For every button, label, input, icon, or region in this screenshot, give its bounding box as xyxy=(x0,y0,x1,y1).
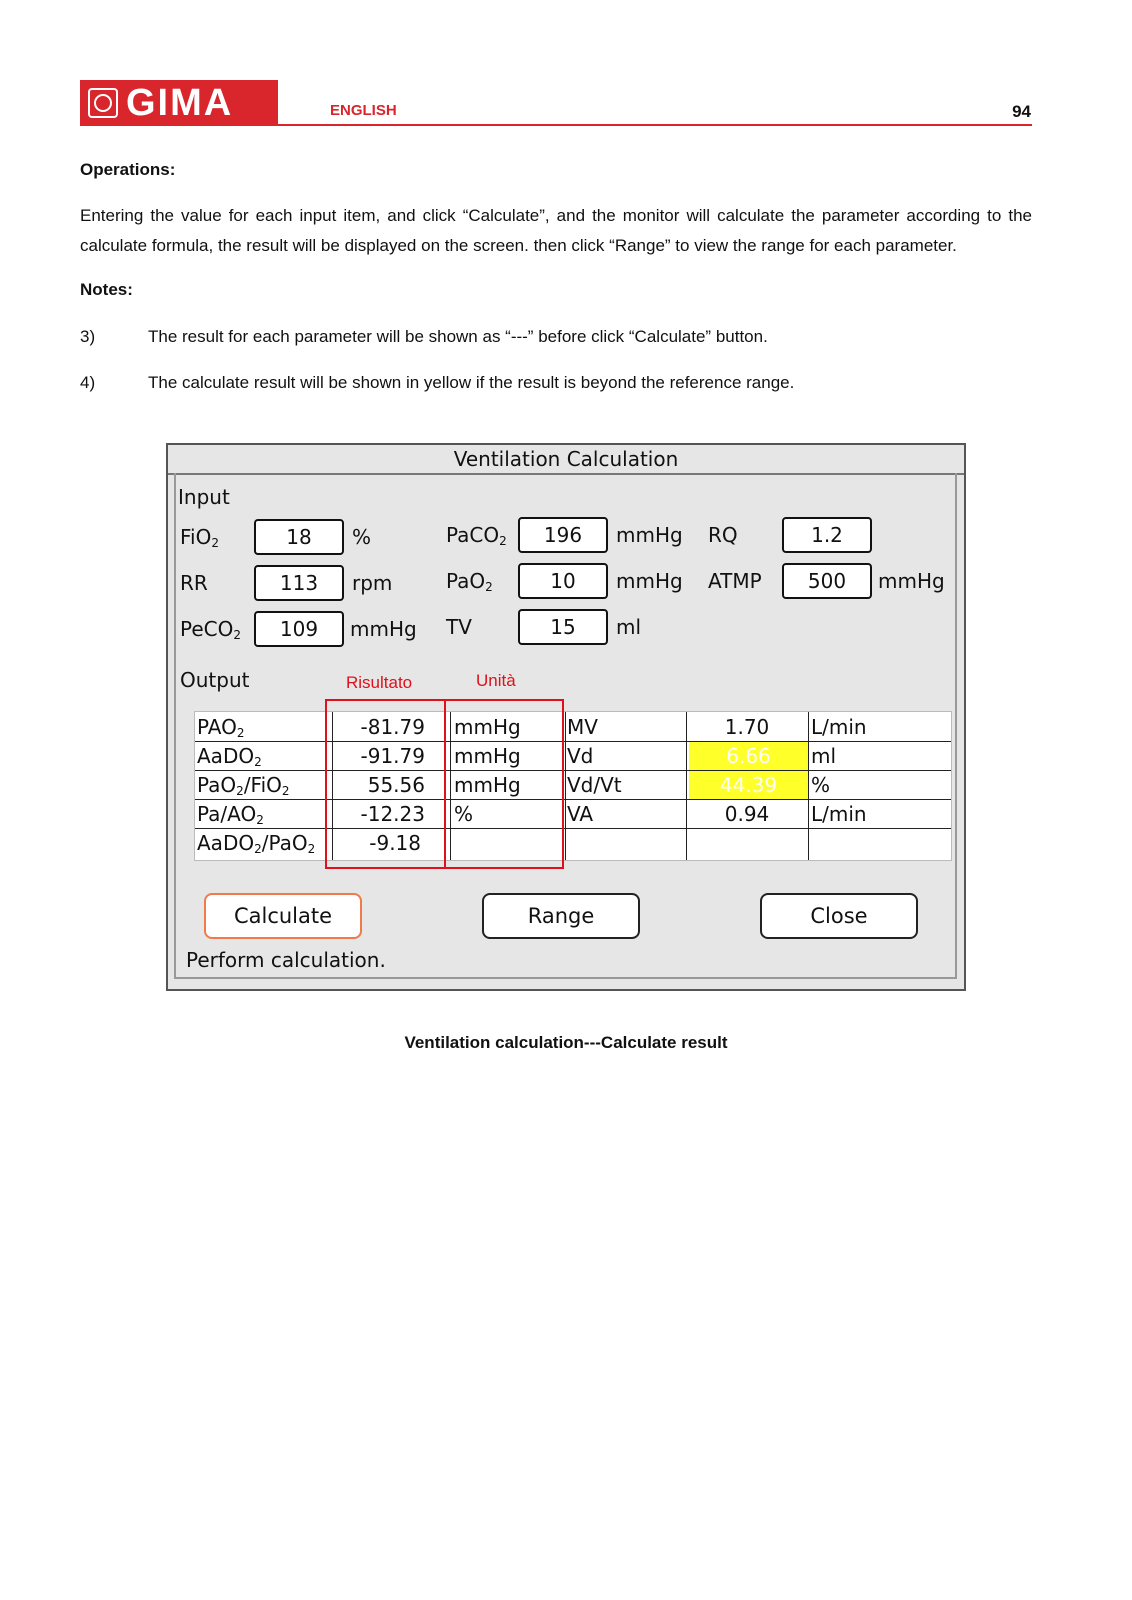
aado2-pao2-value: -9.18 xyxy=(369,831,421,855)
vd-unit: ml xyxy=(811,744,837,768)
rr-input[interactable]: 113 xyxy=(254,565,344,601)
rq-input[interactable]: 1.2 xyxy=(782,517,872,553)
note-text: The calculate result will be shown in yellow if the result is beyond the reference range. xyxy=(148,373,795,392)
rq-label: RQ xyxy=(708,523,738,547)
operations-paragraph: Entering the value for each input item, and click “Calculate”, and the monitor will calculate the parameter according to the calculate formula, the result will be displayed on the screen. then click “Range” to view the range for each parameter. xyxy=(80,206,1032,255)
gima-logo xyxy=(80,80,278,126)
fio2-input[interactable]: 18 xyxy=(254,519,344,555)
vd-vt-value: 44.39 xyxy=(689,771,808,799)
logo-text: GIMA xyxy=(126,81,234,124)
pa-ao2-name: $Pa/AO_2$ xyxy=(197,802,264,827)
vd-name: Vd xyxy=(567,744,594,768)
atmp-label: ATMP xyxy=(708,569,762,593)
pa-ao2-unit: % xyxy=(454,802,474,826)
aado2-name: AaDO$_2$ xyxy=(197,744,262,769)
peco2-label: PeCO$_2$ xyxy=(180,617,241,642)
table-divider xyxy=(808,712,809,860)
peco2-input[interactable]: 109 xyxy=(254,611,344,647)
aado2-unit: mmHg xyxy=(454,744,521,768)
rr-label: RR xyxy=(180,571,208,595)
paco2-unit: mmHg xyxy=(616,523,683,547)
aado2-pao2-name: AaDO$_2$/PaO$_2$ xyxy=(197,831,316,856)
paco2-input[interactable]: 196 xyxy=(518,517,608,553)
pao2-input[interactable]: 10 xyxy=(518,563,608,599)
vd-value: 6.66 xyxy=(689,742,808,770)
result-annotation: Risultato xyxy=(346,673,413,692)
table-divider xyxy=(686,712,687,860)
rr-unit: rpm xyxy=(352,571,393,595)
dialog-title: Ventilation Calculation xyxy=(168,445,964,475)
note-item xyxy=(80,325,768,349)
input-section-label: Input xyxy=(178,485,230,509)
logo-seal-icon xyxy=(88,88,118,118)
header-divider xyxy=(80,124,1032,126)
unit-annotation: Unità xyxy=(476,671,516,690)
note-item xyxy=(80,371,794,395)
pa-ao2-value: -12.23 xyxy=(360,802,425,826)
atmp-unit: mmHg xyxy=(878,569,945,593)
note-text: The result for each parameter will be shown as “---” before click “Calculate” button. xyxy=(148,327,768,346)
fio2-unit: % xyxy=(352,525,372,549)
close-button[interactable]: Close xyxy=(760,893,918,939)
notes-heading: Notes: xyxy=(80,280,133,299)
vd-vt-name: Vd/Vt xyxy=(567,773,622,797)
vd-vt-unit: % xyxy=(811,773,831,797)
pao2-fio2-unit: mmHg xyxy=(454,773,521,797)
pao2-label: PaO$_2$ xyxy=(446,569,493,594)
mv-value: 1.70 xyxy=(724,715,770,739)
output-section-label: Output xyxy=(180,668,250,692)
operations-heading: Operations: xyxy=(80,160,176,179)
ventilation-calculation-screenshot xyxy=(166,443,966,991)
tv-unit: ml xyxy=(616,615,642,639)
figure-caption: Ventilation calculation---Calculate result xyxy=(404,1033,728,1052)
tv-input[interactable]: 15 xyxy=(518,609,608,645)
dialog-body xyxy=(174,473,957,979)
pao2-fio2-value: 55.56 xyxy=(367,773,425,797)
table-divider xyxy=(565,712,566,860)
output-table xyxy=(194,711,952,861)
tv-label: TV xyxy=(446,615,472,639)
pao2-fio2-name: PaO$_2$/FiO$_2$ xyxy=(197,773,290,798)
pao2-calc-unit: mmHg xyxy=(454,715,521,739)
va-unit: L/min xyxy=(811,802,867,826)
va-name: VA xyxy=(567,802,594,826)
note-number: 4) xyxy=(80,373,96,392)
mv-name: MV xyxy=(567,715,598,739)
pao2-calc-name: $PAO_2$ xyxy=(197,715,245,740)
aado2-value: -91.79 xyxy=(360,744,425,768)
result-column-highlight xyxy=(325,699,446,869)
note-number: 3) xyxy=(80,327,96,346)
peco2-unit: mmHg xyxy=(350,617,417,641)
paco2-label: PaCO$_2$ xyxy=(446,523,507,548)
pao2-calc-value: -81.79 xyxy=(360,715,425,739)
fio2-label: FiO$_2$ xyxy=(180,525,219,550)
language-label: ENGLISH xyxy=(330,102,397,119)
unit-column-highlight xyxy=(444,699,564,869)
range-button[interactable]: Range xyxy=(482,893,640,939)
calculate-button[interactable]: Calculate xyxy=(204,893,362,939)
page-number: 94 xyxy=(1012,102,1031,121)
atmp-input[interactable]: 500 xyxy=(782,563,872,599)
status-message: Perform calculation. xyxy=(186,948,386,972)
pao2-unit: mmHg xyxy=(616,569,683,593)
mv-unit: L/min xyxy=(811,715,867,739)
va-value: 0.94 xyxy=(724,802,770,826)
